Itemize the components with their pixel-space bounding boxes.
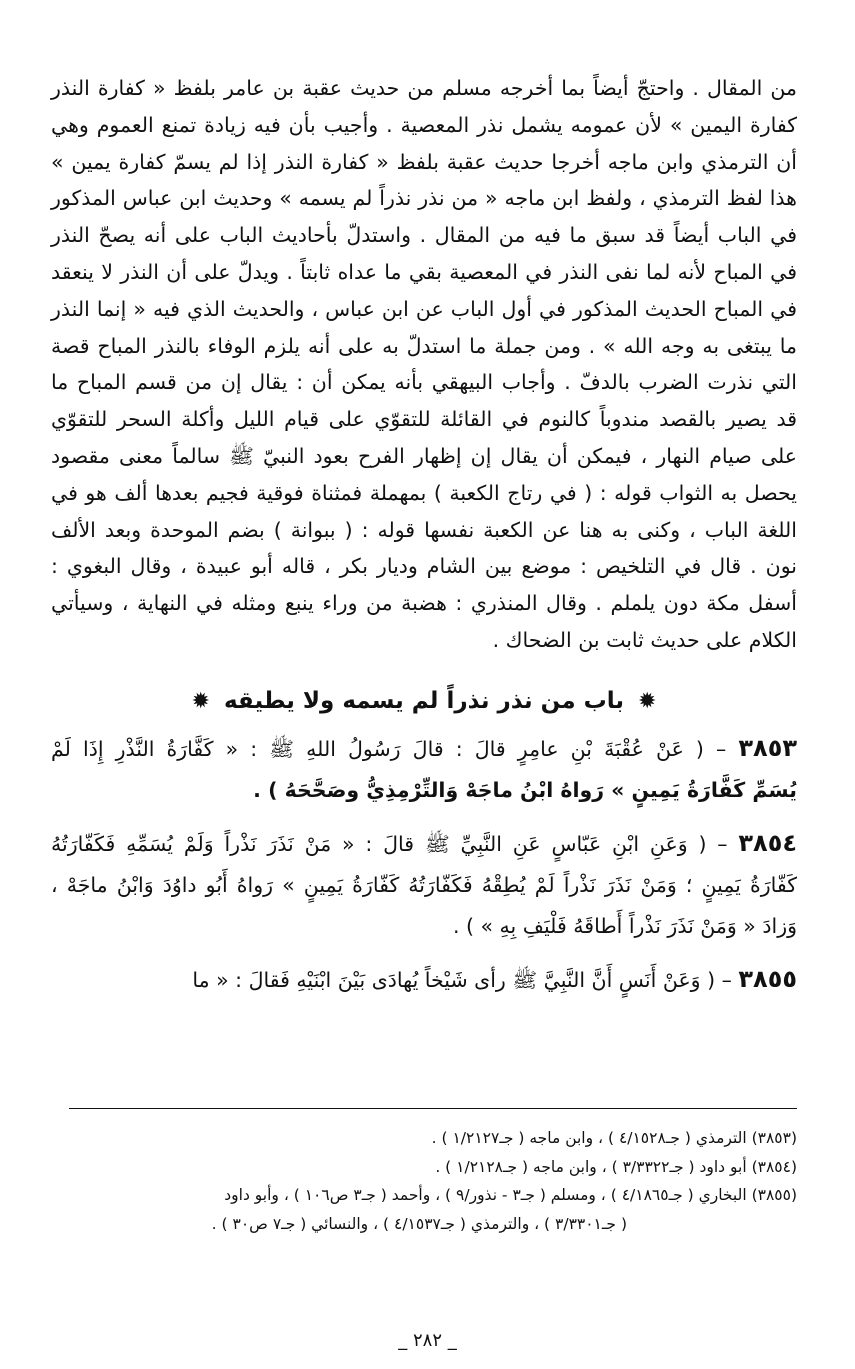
hadith-number: ٣٨٥٣ [738,733,797,762]
commentary-line: في الباب أيضاً قد سبق ما فيه من المقال . واستدلّ بأحاديث الباب على أنه يصحّ النذر [51,223,797,248]
footnote-line: (٣٨٥٣) الترمذي ( جـ٤/١٥٢٨ ) ، وابن ماجه ( جـ١/٢١٢٧ ) . [431,1129,797,1147]
commentary-line: التي نذرت الضرب بالدفّ . وأجاب البيهقي بأنه يمكن أن : يقال إن من قسم المباح ما [51,370,797,395]
commentary-line: الكلام على حديث ثابت بن الضحاك . [492,627,797,652]
chapter-heading [51,681,797,722]
hadith-number: ٣٨٥٥ [738,964,797,993]
commentary-line: اللغة الباب ، وكنى به هنا عن الكعبة نفسها قوله : ( ببوانة ) بضم الموحدة وبعد الألف [51,517,797,542]
footnote-line: ( جـ٣/٣٣٠١ ) ، والترمذي ( جـ٤/١٥٣٧ ) ، والنسائي ( جـ٧ ص٣٠ ) . [211,1214,627,1233]
hadith-text: – ( وَعَنِ ابْنِ عَبّاسٍ عَنِ النَّبِيِّ ﷺ قالَ : « مَنْ نَذَرَ نَذْراً وَلَمْ يُسَمِّهِ فَكَفّارَتُهُ [51,831,728,856]
commentary-line: يحصل به الثواب قوله : ( في رتاج الكعبة ) بمهملة فمثناة فوقية فجيم بعدها ألف هو في [51,480,797,505]
hadith-text: – ( عَنْ عُقْبَةَ بْنِ عامِرٍ قالَ : قالَ رَسُولُ اللهِ ﷺ : « كَفَّارَةُ النَّذْرِ إِذَا لَمْ [51,736,727,761]
commentary-line: ما يبتغى به وجه الله » . ومن جملة ما استدلّ به على أنه يلزم الوفاء بالنذر المباح قصة [51,333,797,358]
commentary-line: على صيام النهار ، فيمكن أن يقال إن إظهار الفرح بعود النبيّ ﷺ سالماً معنى مقصود [51,443,797,468]
hadith-line [51,823,797,865]
hadith-line [51,959,797,1001]
footnote-line: (٣٨٥٥) البخاري ( جـ٤/١٨٦٥ ) ، ومسلم ( جـ٣ - نذور/٩ ) ، وأحمد ( جـ٣ ص١٠٦ ) ، وأبو داود [224,1186,797,1204]
hadith-line: يُسَمِّ كَفَّارَةُ يَمِينٍ » رَواهُ ابْنُ ماجَهْ وَالتِّرْمِذِيُّ وصَحَّحَهُ ) . [253,777,797,802]
commentary-line: في المباح لأنه لما نفى النذر في المعصية بقي ما عداه ثابتاً . ويدلّ على أن النذر لا ينعقد [51,259,797,284]
page-body [51,70,797,1001]
chapter-title: باب من نذر نذراً لم يسمه ولا يطيقه [223,687,625,714]
commentary-text [51,70,797,659]
commentary-line: أسفل مكة دون يلملم . وقال المنذري : هضبة من وراء ينبع ومثله في النهاية ، وسيأتي [51,591,797,616]
commentary-line: في المباح الحديث المذكور في أول الباب عن ابن عباس ، والحديث الذي فيه « إنما النذر [51,296,797,321]
star-ornament-icon: ✹ [638,688,657,714]
commentary-line: هذا لفظ الترمذي ، ولفظ ابن ماجه « من نذر نذراً لم يسمه » وحديث ابن عباس المذكور [51,186,797,211]
footnote-line: (٣٨٥٤) أبو داود ( جـ٣/٣٣٢٢ ) ، وابن ماجه ( جـ١/٢١٢٨ ) . [435,1157,797,1176]
commentary-line: أن الترمذي وابن ماجه أخرجا حديث عقبة بلفظ « كفارة النذر إذا لم يسمّ كفارة يمين » [51,149,797,174]
hadith-entry [51,823,797,947]
commentary-line: كفارة اليمين » لأن عمومه يشمل نذر المعصية . وأجيب بأن فيه زيادة تمنع العموم وهي [51,112,797,137]
hadith-line: كَفّارَةُ يَمِينٍ ؛ وَمَنْ نَذَرَ نَذْراً لَمْ يُطِقْهُ فَكَفّارَتُهُ كَفّارَةُ يَمِينٍ » رَواهُ أَبُو داوُدَ وَابْنُ ماجَهْ ، [51,872,797,897]
star-ornament-icon: ✹ [191,688,210,714]
commentary-line: من المقال . واحتجّ أيضاً بما أخرجه مسلم من حديث عقبة بن عامر بلفظ « كفارة النذر [51,76,797,100]
hadith-entry [51,728,797,811]
hadith-text: – ( وَعَنْ أَنَسٍ أَنَّ النَّبِيَّ ﷺ رأى شَيْخاً يُهادَى بَيْنَ ابْنَيْهِ فَقالَ : « ما [192,967,732,992]
hadith-line: وَزادَ « وَمَنْ نَذَرَ نَذْراً أَطاقَهُ فَلْيَفِ بِهِ » ) . [452,913,797,938]
hadith-line [51,728,797,770]
commentary-line: نون . قال في التلخيص : موضع بين الشام وديار بكر ، قاله أبو عبيدة ، وقال البغوي : [51,554,797,579]
commentary-paragraph [51,70,797,659]
footnote-divider [69,1108,797,1109]
footnotes [69,1124,797,1238]
hadith-entry [51,959,797,1001]
page-number: _ ٢٨٢ _ [398,1330,457,1351]
commentary-line: قد يصير بالقصد مندوباً كالنوم في القائلة للتقوّي على قيام الليل وأكلة السحر للتقوّي [51,407,797,432]
hadith-number: ٣٨٥٤ [738,828,797,857]
